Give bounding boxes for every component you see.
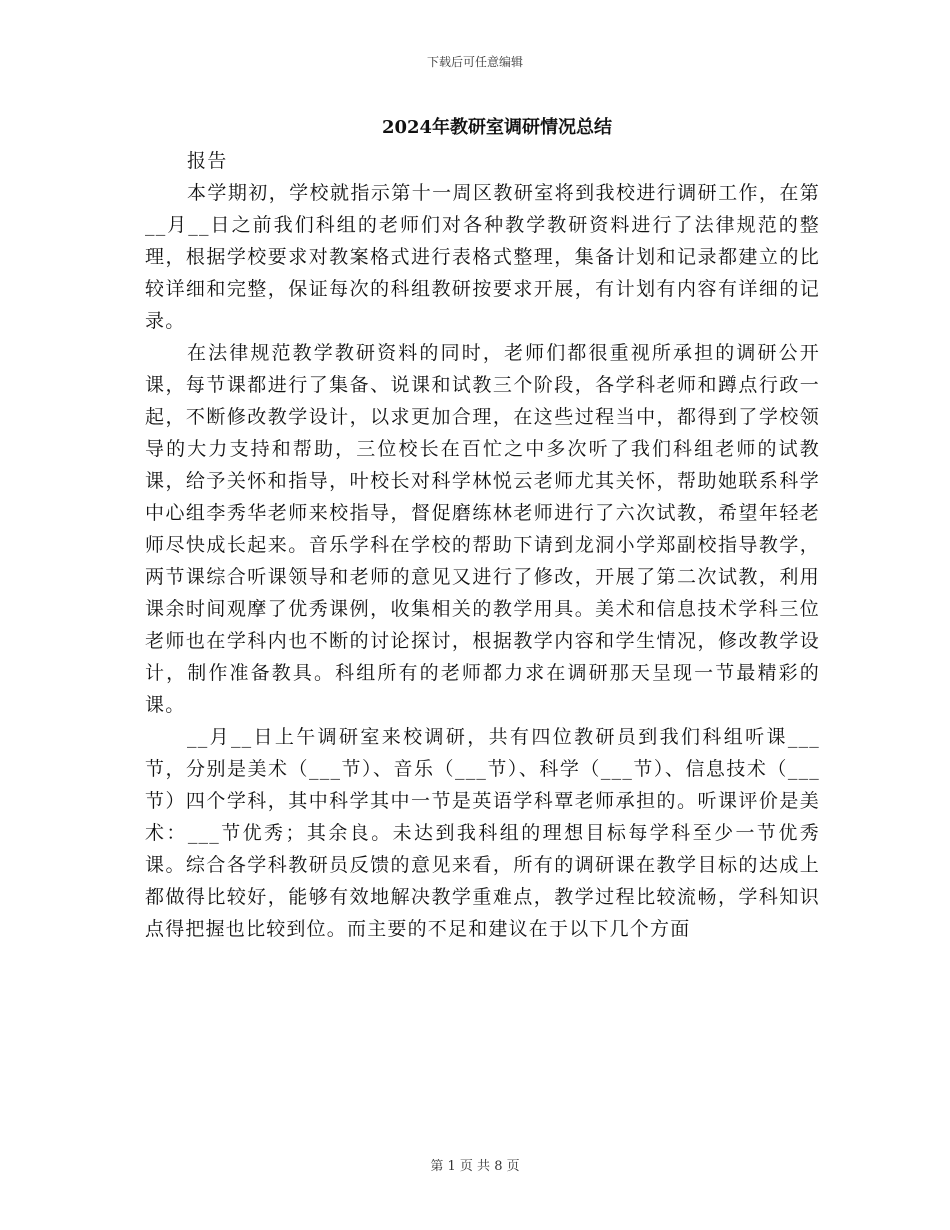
paragraph-1: 本学期初，学校就指示第十一周区教研室将到我校进行调研工作，在第__月__日之前我们科组的老师们对各种教学教研资料进行了法律规范的整理，根据学校要求对教案格式进行表格式整理，集备计划和记录都建立的比较详细和完整，保证每次的科组教研按要求开展，有计划有内容有详细的记录。 <box>145 182 820 332</box>
document-body <box>145 145 820 945</box>
section-label: 报告 <box>187 150 228 172</box>
page-indicator: 第 1 页 共 8 页 <box>430 1159 520 1174</box>
paragraph-2: 在法律规范教学教研资料的同时，老师们都很重视所承担的调研公开课，每节课都进行了集备、说课和试教三个阶段，各学科老师和蹲点行政一起，不断修改教学设计，以求更加合理，在这些过程当中，都得到了学校领导的大力支持和帮助，三位校长在百忙之中多次听了我们科组老师的试教课，给予关怀和指导，叶校长对科学林悦云老师尤其关怀，帮助她联系科学中心组李秀华老师来校指导，督促磨练林老师进行了六次试教，希望年轻老师尽快成长起来。音乐学科在学校的帮助下请到龙洞小学郑副校指导教学，两节课综合听课领导和老师的意见又进行了修改，开展了第二次试教，利用课余时间观摩了优秀课例，收集相关的教学用具。美术和信息技术学科三位老师也在学科内也不断的讨论探讨，根据教学内容和学生情况，修改教学设计，制作准备教具。科组所有的老师都力求在调研那天呈现一节最精彩的课。 <box>145 342 820 716</box>
paragraph-3: __月__日上午调研室来校调研，共有四位教研员到我们科组听课___节，分别是美术（___节）、音乐（___节）、科学（___节）、信息技术（___节）四个学科，其中科学其中一节是英语学科覃老师承担的。听课评价是美术：___节优秀；其余良。未达到我科组的理想目标每学科至少一节优秀课。综合各学科教研员反馈的意见来看，所有的调研课在教学目标的达成上都做得比较好，能够有效地解决教学重难点，教学过程比较流畅，学科知识点得把握也比较到位。而主要的不足和建议在于以下几个方面 <box>145 726 820 940</box>
header-note: 下载后可任意编辑 <box>426 55 523 69</box>
document-title: 2024年教研室调研情况总结 <box>381 117 613 138</box>
